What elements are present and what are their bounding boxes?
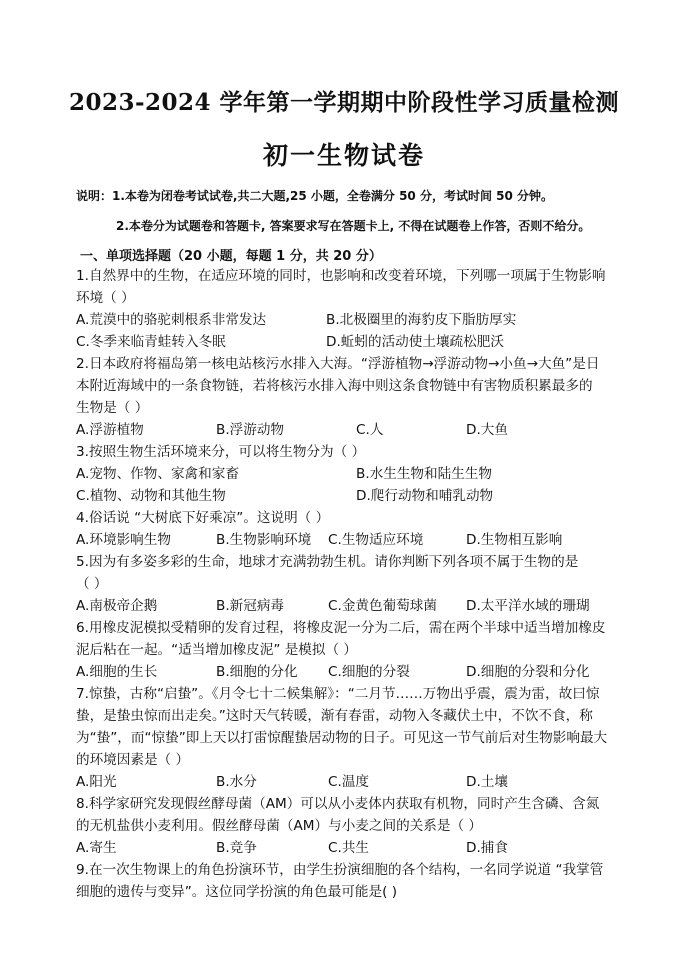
- q6-option-a: A.细胞的生长: [76, 664, 158, 680]
- q1-option-d: D.蚯蚓的活动使土壤疏松肥沃: [326, 334, 504, 350]
- q6-option-b: B.细胞的分化: [216, 664, 298, 680]
- question-8-line-2: 的无机盐供小麦利用。假丝酵母菌（AM）与小麦之间的关系是（ ）: [76, 818, 482, 834]
- question-7-line-1: 7.惊蛰，古称“启蛰”。《月令七十二候集解》：“二月节……万物出乎震，震为雷，故曰惊: [76, 686, 600, 702]
- question-5-line-2: （ ）: [76, 576, 108, 592]
- exam-subtitle: 初一生物试卷: [262, 141, 425, 170]
- q3-option-a: A.宠物、作物、家禽和家畜: [76, 466, 239, 482]
- q7-option-a: A.阳光: [76, 774, 117, 790]
- q7-option-c: C.温度: [328, 774, 370, 790]
- q8-option-a: A.寄生: [76, 840, 117, 856]
- question-6-line-2: 泥后粘在一起。“适当增加橡皮泥” 是模拟（ ）: [76, 642, 358, 658]
- q7-option-d: D.土壤: [466, 774, 508, 790]
- q8-option-b: B.竞争: [216, 840, 257, 856]
- q5-option-c: C.金黄色葡萄球菌: [328, 598, 437, 614]
- q4-option-b: B.生物影响环境: [216, 532, 312, 548]
- exam-title: 2023-2024 学年第一学期期中阶段性学习质量检测: [68, 89, 620, 116]
- q4-option-c: C.生物适应环境: [328, 532, 424, 548]
- q1-option-a: A.荒漠中的骆驼刺根系非常发达: [76, 312, 267, 328]
- q4-option-d: D.生物相互影响: [466, 532, 563, 548]
- question-9-line-1: 9.在一次生物课上的角色扮演环节，由学生扮演细胞的各个结构，一名同学说道 “我掌管: [76, 862, 604, 878]
- q1-option-c: C.冬季来临青蛙转入冬眠: [76, 334, 226, 350]
- question-7-line-3: 为“蛰”，而“惊蛰”即上天以打雷惊醒蛰居动物的日子。可见这一节气前后对生物影响最大: [76, 730, 608, 746]
- question-3-line-1: 3.按照生物生活环境来分，可以将生物分为（ ）: [76, 444, 366, 460]
- question-7-line-2: 蛰，是蛰虫惊而出走矣。”这时天气转暖，渐有春雷，动物入冬藏伏土中，不饮不食，称: [76, 708, 593, 724]
- q2-option-d: D.大鱼: [466, 422, 508, 438]
- q8-option-c: C.共生: [328, 840, 370, 856]
- q3-option-b: B.水生生物和陆生生物: [356, 466, 492, 482]
- question-7-line-4: 的环境因素是（ ）: [76, 752, 190, 768]
- question-9-line-2: 细胞的遗传与变异”。这位同学扮演的角色最可能是( ): [76, 884, 398, 900]
- q8-option-d: D.捕食: [466, 840, 508, 856]
- q7-option-b: B.水分: [216, 774, 257, 790]
- question-2-line-1: 2.日本政府将福岛第一核电站核污水排入大海。“浮游植物→浮游动物→小鱼→大鱼”是日: [76, 356, 600, 372]
- question-1-line-2: 环境（ ）: [76, 290, 135, 306]
- q5-option-d: D.太平洋水域的珊瑚: [466, 598, 590, 614]
- q2-option-c: C.人: [356, 422, 384, 438]
- section-heading: 一、单项选择题（20 小题，每题 1 分，共 20 分）: [80, 249, 382, 264]
- q6-option-c: C.细胞的分裂: [328, 664, 410, 680]
- q3-option-d: D.爬行动物和哺乳动物: [356, 488, 494, 504]
- question-8-line-1: 8.科学家研究发现假丝酵母菌（AM）可以从小麦体内获取有机物，同时产生含磷、含氮: [76, 796, 600, 812]
- question-1-line-1: 1.自然界中的生物，在适应环境的同时，也影响和改变着环境，下列哪一项属于生物影响: [76, 268, 606, 284]
- q5-option-a: A.南极帝企鹅: [76, 598, 158, 614]
- q3-option-c: C.植物、动物和其他生物: [76, 488, 226, 504]
- instructions-line-1: 说明：1.本卷为闭卷考试试卷,共二大题,25 小题，全卷满分 50 分，考试时间 50 分钟。: [76, 189, 554, 203]
- question-2-line-3: 生物是（ ）: [76, 400, 149, 416]
- q4-option-a: A.环境影响生物: [76, 532, 171, 548]
- q6-option-d: D.细胞的分裂和分化: [466, 664, 590, 680]
- q5-option-b: B.新冠病毒: [216, 598, 285, 614]
- question-5-line-1: 5.因为有多姿多彩的生命，地球才充满勃勃生机。请你判断下列各项不属于生物的是: [76, 554, 579, 570]
- question-6-line-1: 6.用橡皮泥模拟受精卵的发育过程，将橡皮泥一分为二后，需在两个半球中适当增加橡皮: [76, 620, 606, 636]
- question-4-line-1: 4.俗话说 “大树底下好乘凉”。这说明（ ）: [76, 510, 330, 526]
- question-2-line-2: 本附近海域中的一条食物链，若将核污水排入海中则这条食物链中有害物质积累最多的: [76, 378, 593, 394]
- q2-option-a: A.浮游植物: [76, 422, 144, 438]
- q2-option-b: B.浮游动物: [216, 422, 285, 438]
- q1-option-b: B.北极圈里的海豹皮下脂肪厚实: [326, 312, 517, 328]
- instructions-line-2: 2.本卷分为试题卷和答题卡, 答案要求写在答题卡上, 不得在试题卷上作答，否则不给分。: [116, 219, 591, 233]
